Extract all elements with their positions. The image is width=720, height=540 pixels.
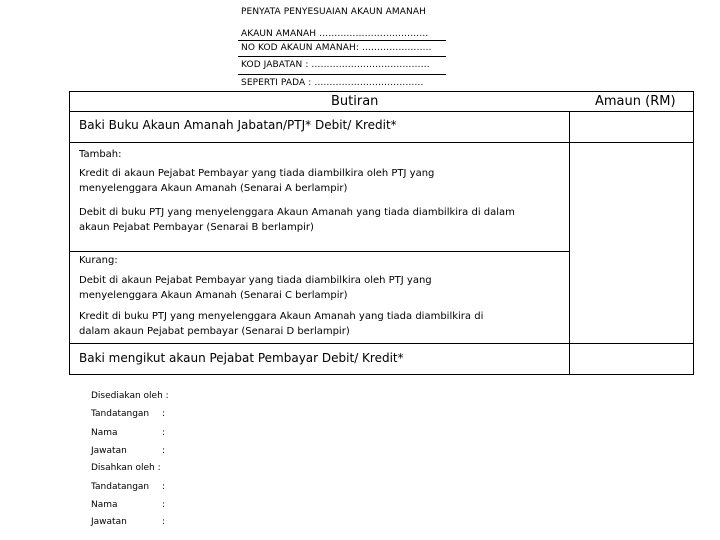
tambah-item-a-line1: Kredit di akaun Pejabat Pembayar yang tiada diambilkira oleh PTJ yang bbox=[79, 168, 435, 179]
no-kod-line: NO KOD AKAUN AMANAH: ………………….. bbox=[241, 43, 432, 53]
underline bbox=[238, 40, 446, 41]
disediakan-oleh-label: Disediakan oleh : bbox=[91, 391, 169, 401]
tambah-item-b-line1: Debit di buku PTJ yang menyelenggara Akaun Amanah yang tiada diambilkira di dalam bbox=[79, 207, 515, 218]
akaun-amanah-line: AKAUN AMANAH ……………………………… bbox=[241, 29, 429, 39]
table-border-left bbox=[69, 91, 70, 375]
jawatan-label: Jawatan bbox=[91, 517, 127, 527]
row-divider bbox=[69, 111, 694, 112]
table-border-top bbox=[69, 91, 694, 92]
tambah-label: Tambah: bbox=[79, 149, 122, 160]
tandatangan-label: Tandatangan bbox=[91, 482, 150, 492]
colon: : bbox=[162, 500, 166, 510]
kurang-item-d-line2: dalam akaun Pejabat pembayar (Senarai D berlampir) bbox=[79, 326, 350, 337]
kurang-item-c-line1: Debit di akaun Pejabat Pembayar yang tiada diambilkira oleh PTJ yang bbox=[79, 275, 432, 286]
nama-label: Nama bbox=[91, 428, 118, 438]
reconciliation-table bbox=[69, 91, 694, 375]
kurang-label: Kurang: bbox=[79, 255, 118, 266]
colon: : bbox=[162, 482, 166, 492]
colon: : bbox=[162, 517, 166, 527]
form-title: PENYATA PENYESUAIAN AKAUN AMANAH bbox=[241, 7, 426, 17]
column-header-amaun: Amaun (RM) bbox=[595, 94, 676, 109]
table-border-right bbox=[693, 91, 694, 375]
nama-label: Nama bbox=[91, 500, 118, 510]
table-border-bottom bbox=[69, 374, 694, 375]
column-divider bbox=[569, 111, 570, 375]
underline bbox=[238, 74, 446, 75]
seperti-pada-line: SEPERTI PADA : ……………………………… bbox=[241, 78, 424, 88]
kurang-item-c-line2: menyelenggara Akaun Amanah (Senarai C berlampir) bbox=[79, 290, 348, 301]
underline bbox=[238, 56, 446, 57]
colon: : bbox=[162, 428, 166, 438]
baki-mengikut-label: Baki mengikut akaun Pejabat Pembayar Debit/ Kredit* bbox=[79, 351, 404, 365]
disahkan-oleh-label: Disahkan oleh : bbox=[91, 463, 161, 473]
tandatangan-label: Tandatangan bbox=[91, 409, 150, 419]
tambah-item-b-line2: akaun Pejabat Pembayar (Senarai B berlampir) bbox=[79, 222, 314, 233]
kod-jabatan-line: KOD JABATAN : ………………………………… bbox=[241, 60, 430, 70]
jawatan-label: Jawatan bbox=[91, 446, 127, 456]
row-divider bbox=[69, 343, 694, 344]
row-divider bbox=[69, 251, 570, 252]
colon: : bbox=[162, 446, 166, 456]
tambah-item-a-line2: menyelenggara Akaun Amanah (Senarai A berlampir) bbox=[79, 183, 348, 194]
column-header-butiran: Butiran bbox=[331, 94, 379, 109]
kurang-item-d-line1: Kredit di buku PTJ yang menyelenggara Akaun Amanah yang tiada diambilkira di bbox=[79, 311, 484, 322]
colon: : bbox=[162, 409, 166, 419]
baki-buku-label: Baki Buku Akaun Amanah Jabatan/PTJ* Debit/ Kredit* bbox=[79, 118, 397, 132]
row-divider bbox=[69, 142, 694, 143]
